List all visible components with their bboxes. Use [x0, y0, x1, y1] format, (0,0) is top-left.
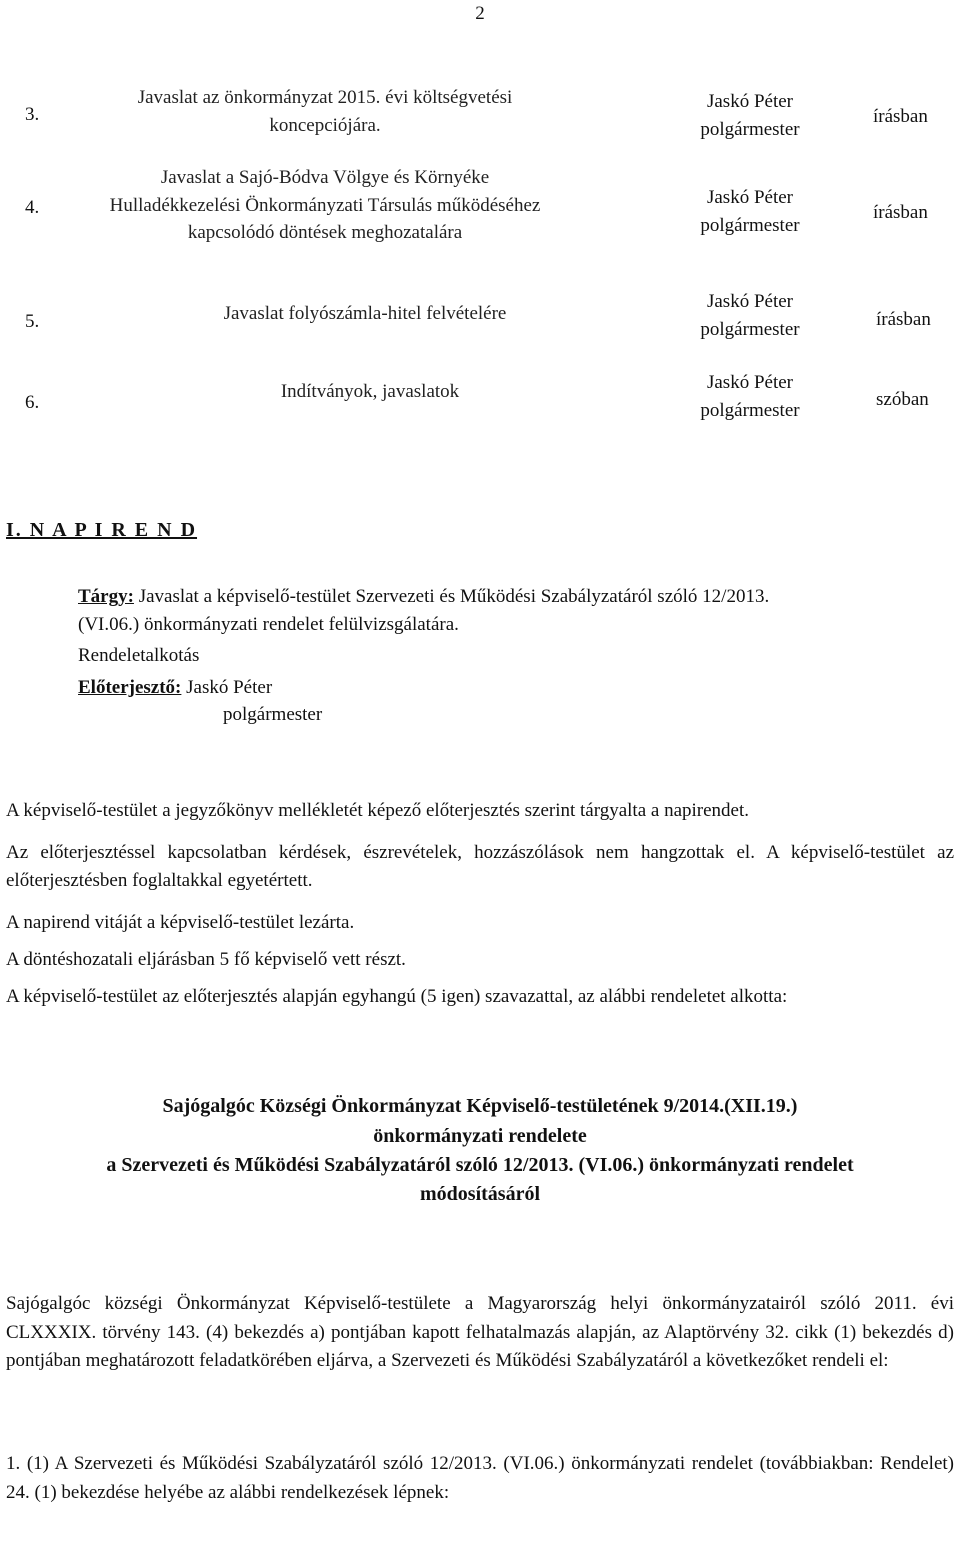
subject-line-1 — [78, 583, 958, 611]
agenda-item-4 — [0, 164, 960, 254]
agenda-title: Javaslat folyószámla-hitel felvételére — [223, 303, 507, 324]
agenda-item-6 — [0, 369, 960, 429]
presenter-line — [78, 674, 958, 702]
regulation-title-2: önkormányzati rendelete — [373, 1125, 587, 1147]
agenda-mode: szóban — [876, 389, 929, 410]
agenda-mode: írásban — [873, 106, 928, 127]
agenda-item-3 — [0, 84, 960, 144]
paragraph-5: A képviselő-testület az előterjesztés alapján egyhangú (5 igen) szavazattal, az alábbi rendeletet alkotta: — [6, 986, 788, 1007]
agenda-presenter: Jaskó Péter polgármester — [700, 187, 800, 236]
paragraph-4: A döntéshozatali eljárásban 5 fő képviselő vett részt. — [6, 949, 406, 970]
presenter-label: Előterjesztő: — [78, 676, 182, 698]
agenda-mode: írásban — [876, 309, 931, 330]
agenda-title: Javaslat a Sajó-Bódva Völgye és Környéke Hulladékkezelési Önkormányzati Társulás működéséhez kapcsolódó döntések meghozatalára — [109, 167, 541, 244]
agenda-number: 4. — [25, 197, 40, 218]
subject-line-2: (VI.06.) önkormányzati rendelet felülvizsgálatára. — [78, 613, 459, 635]
article-1: 1. (1) A Szervezeti és Működési Szabályzatáról szóló 12/2013. (VI.06.) önkormányzati rendelet (továbbiakban: Rendelet) 24. (1) bekezdése helyébe az alábbi rendelkezések lépnek: — [6, 1453, 954, 1503]
regulation-title-1: Sajógalgóc Községi Önkormányzat Képviselő-testületének 9/2014.(XII.19.) — [162, 1095, 798, 1117]
regulation-title-4: módosításáról — [420, 1183, 540, 1205]
paragraph-2: Az előterjesztéssel kapcsolatban kérdések, észrevételek, hozzászólások nem hangzottak el. A képviselő-testület az előterjesztésben foglaltakkal egyetértett. — [6, 842, 954, 891]
agenda-presenter: Jaskó Péter polgármester — [700, 91, 800, 140]
agenda-mode: írásban — [873, 202, 928, 223]
subject-block — [78, 583, 958, 729]
agenda-number: 5. — [25, 311, 40, 332]
agenda-title: Javaslat az önkormányzat 2015. évi költségvetési koncepciójára. — [137, 87, 513, 136]
agenda-presenter: Jaskó Péter polgármester — [700, 372, 800, 421]
preamble: Sajógalgóc községi Önkormányzat Képviselő-testülete a Magyarország helyi önkormányzatairól szóló 2011. évi CLXXXIX. törvény 143. (4) bekezdés a) pontjában kapott felhatalmazás alapján, az Alaptörvény 32. cikk (1) bekezdés d) pontjában meghatározott feladatkörében eljárva, a Szervezeti és Működési Szabályzatáról a következőket rendeli el: — [6, 1293, 954, 1371]
regulation-title-3: a Szervezeti és Működési Szabályzatáról szóló 12/2013. (VI.06.) önkormányzati rendelet — [106, 1154, 854, 1176]
agenda-item-5 — [0, 288, 960, 348]
page-number: 2 — [475, 3, 485, 24]
agenda-number: 3. — [25, 104, 40, 125]
subject-label: Tárgy: — [78, 586, 134, 607]
presenter-role: polgármester — [223, 704, 323, 726]
paragraph-1: A képviselő-testület a jegyzőkönyv mellékletét képező előterjesztés szerint tárgyalta a napirendet. — [6, 800, 750, 821]
agenda-presenter: Jaskó Péter polgármester — [700, 291, 800, 340]
subject-category: Rendeletalkotás — [78, 645, 200, 667]
agenda-number: 6. — [25, 392, 40, 413]
subject-text: Javaslat a képviselő-testület Szervezeti és Működési Szabályzatáról szóló 12/2013. — [133, 586, 770, 607]
agenda-title: Indítványok, javaslatok — [280, 381, 460, 402]
presenter-name: Jaskó Péter — [181, 676, 273, 698]
paragraph-3: A napirend vitáját a képviselő-testület lezárta. — [6, 912, 355, 933]
section-heading: I. N A P I R E N D — [6, 519, 198, 541]
